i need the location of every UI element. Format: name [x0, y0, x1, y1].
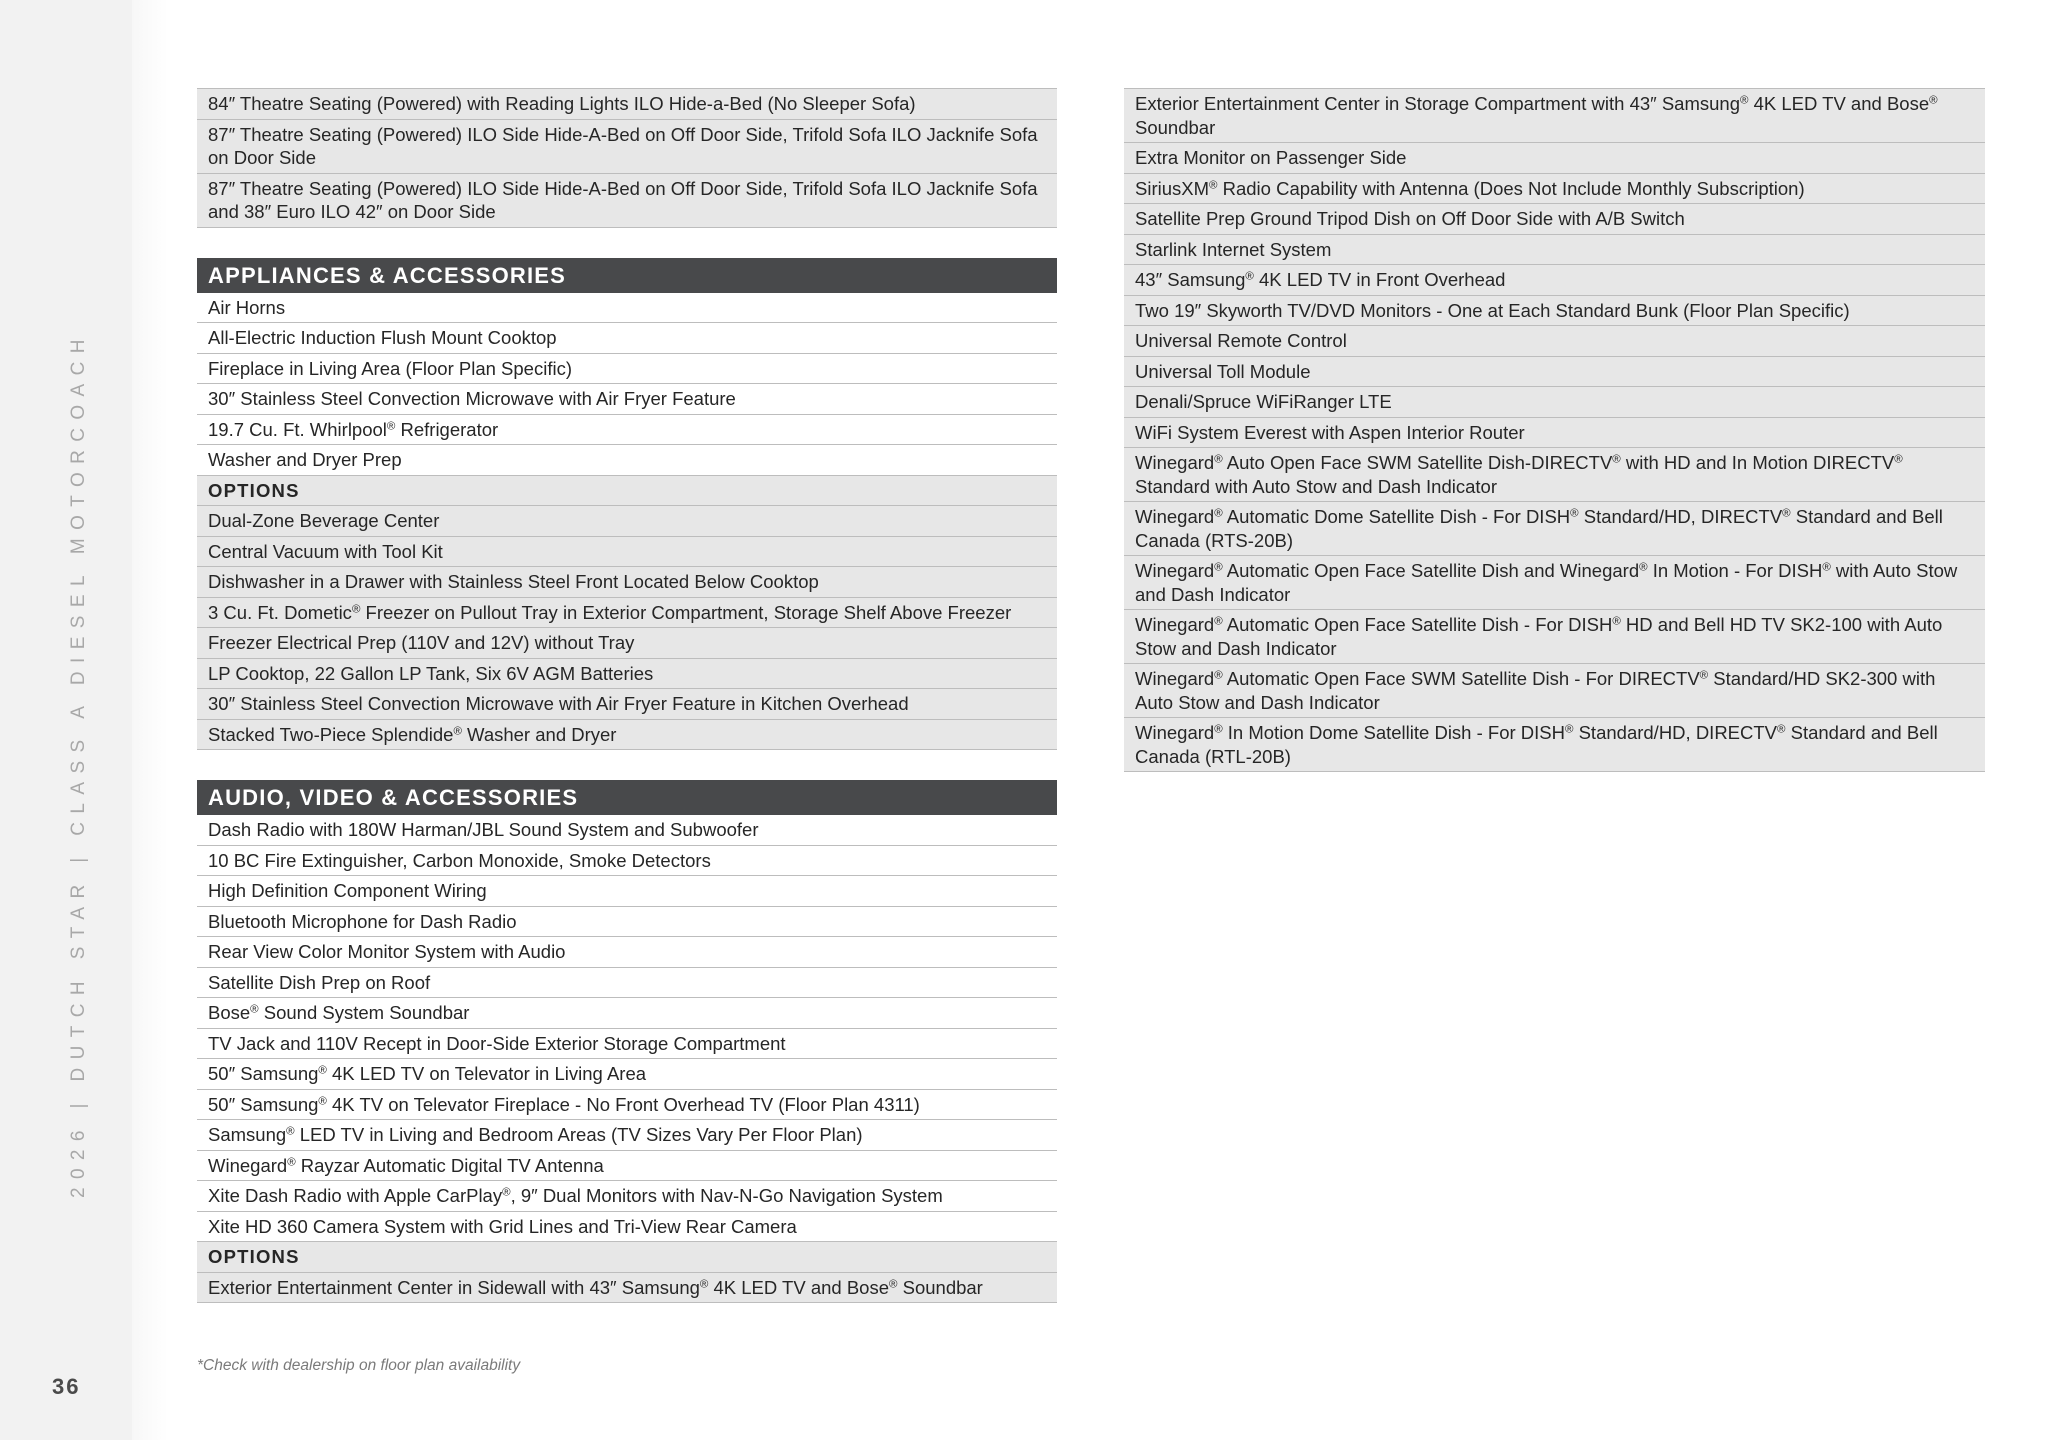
- intro-rows-list: [197, 88, 1057, 228]
- list-item: 43″ Samsung® 4K LED TV in Front Overhead: [1124, 265, 1985, 296]
- list-item: Bose® Sound System Soundbar: [197, 998, 1057, 1029]
- list-item: Air Horns: [197, 293, 1057, 324]
- audio-video-list: [197, 815, 1057, 1303]
- list-item: 30″ Stainless Steel Convection Microwave with Air Fryer Feature: [197, 384, 1057, 415]
- right-column: [1124, 88, 1985, 772]
- list-item: High Definition Component Wiring: [197, 876, 1057, 907]
- list-item: Satellite Dish Prep on Roof: [197, 968, 1057, 999]
- list-item: Xite Dash Radio with Apple CarPlay®, 9″ Dual Monitors with Nav-N-Go Navigation System: [197, 1181, 1057, 1212]
- list-item: Stacked Two-Piece Splendide® Washer and Dryer: [197, 720, 1057, 751]
- left-column: [197, 88, 1057, 1303]
- list-item: Universal Toll Module: [1124, 357, 1985, 388]
- list-item: All-Electric Induction Flush Mount Cooktop: [197, 323, 1057, 354]
- list-item: Samsung® LED TV in Living and Bedroom Areas (TV Sizes Vary Per Floor Plan): [197, 1120, 1057, 1151]
- list-item: 19.7 Cu. Ft. Whirlpool® Refrigerator: [197, 415, 1057, 446]
- list-item: Dishwasher in a Drawer with Stainless Steel Front Located Below Cooktop: [197, 567, 1057, 598]
- list-item: Rear View Color Monitor System with Audio: [197, 937, 1057, 968]
- list-item: Fireplace in Living Area (Floor Plan Specific): [197, 354, 1057, 385]
- options-label: OPTIONS: [197, 1242, 1057, 1273]
- list-item: Satellite Prep Ground Tripod Dish on Off Door Side with A/B Switch: [1124, 204, 1985, 235]
- section-header-appliances: APPLIANCES & ACCESSORIES: [197, 258, 1057, 293]
- appliances-list: [197, 293, 1057, 751]
- list-item: Extra Monitor on Passenger Side: [1124, 143, 1985, 174]
- list-item: Winegard® Automatic Open Face SWM Satellite Dish - For DIRECTV® Standard/HD SK2-300 with Auto Stow and Dash Indicator: [1124, 664, 1985, 718]
- vertical-document-title: 2026 | DUTCH STAR | CLASS A DIESEL MOTORCOACH: [68, 331, 89, 1198]
- sidebar-strip: [0, 0, 132, 1440]
- list-item: Winegard® Rayzar Automatic Digital TV Antenna: [197, 1151, 1057, 1182]
- list-item: WiFi System Everest with Aspen Interior Router: [1124, 418, 1985, 449]
- sidebar-shadow: [132, 0, 168, 1440]
- list-item: Central Vacuum with Tool Kit: [197, 537, 1057, 568]
- page-number: 36: [52, 1374, 81, 1399]
- list-item: 3 Cu. Ft. Dometic® Freezer on Pullout Tray in Exterior Compartment, Storage Shelf Above Freezer: [197, 598, 1057, 629]
- list-item: Winegard® Automatic Open Face Satellite Dish and Winegard® In Motion - For DISH® with Auto Stow and Dash Indicator: [1124, 556, 1985, 610]
- list-item: Winegard® In Motion Dome Satellite Dish - For DISH® Standard/HD, DIRECTV® Standard and Bell Canada (RTL-20B): [1124, 718, 1985, 772]
- list-item: TV Jack and 110V Recept in Door-Side Exterior Storage Compartment: [197, 1029, 1057, 1060]
- list-item: Winegard® Automatic Dome Satellite Dish - For DISH® Standard/HD, DIRECTV® Standard and Bell Canada (RTS-20B): [1124, 502, 1985, 556]
- list-item: Starlink Internet System: [1124, 235, 1985, 266]
- list-item: 10 BC Fire Extinguisher, Carbon Monoxide, Smoke Detectors: [197, 846, 1057, 877]
- list-item: Winegard® Auto Open Face SWM Satellite Dish-DIRECTV® with HD and In Motion DIRECTV® Standard with Auto Stow and Dash Indicator: [1124, 448, 1985, 502]
- list-item: 50″ Samsung® 4K TV on Televator Fireplace - No Front Overhead TV (Floor Plan 4311): [197, 1090, 1057, 1121]
- list-item: Dual-Zone Beverage Center: [197, 506, 1057, 537]
- right-rows-list: [1124, 88, 1985, 772]
- list-item: Freezer Electrical Prep (110V and 12V) without Tray: [197, 628, 1057, 659]
- section-header-audio-video: AUDIO, VIDEO & ACCESSORIES: [197, 780, 1057, 815]
- list-item: Dash Radio with 180W Harman/JBL Sound System and Subwoofer: [197, 815, 1057, 846]
- list-item: Washer and Dryer Prep: [197, 445, 1057, 476]
- list-item: 84″ Theatre Seating (Powered) with Reading Lights ILO Hide-a-Bed (No Sleeper Sofa): [197, 89, 1057, 120]
- list-item: Two 19″ Skyworth TV/DVD Monitors - One at Each Standard Bunk (Floor Plan Specific): [1124, 296, 1985, 327]
- list-item: 87″ Theatre Seating (Powered) ILO Side Hide-A-Bed on Off Door Side, Trifold Sofa ILO Jacknife Sofa and 38″ Euro ILO 42″ on Door Side: [197, 174, 1057, 228]
- footnote: *Check with dealership on floor plan availability: [197, 1357, 521, 1374]
- list-item: Xite HD 360 Camera System with Grid Lines and Tri-View Rear Camera: [197, 1212, 1057, 1243]
- list-item: LP Cooktop, 22 Gallon LP Tank, Six 6V AGM Batteries: [197, 659, 1057, 690]
- list-item: 50″ Samsung® 4K LED TV on Televator in Living Area: [197, 1059, 1057, 1090]
- list-item: SiriusXM® Radio Capability with Antenna (Does Not Include Monthly Subscription): [1124, 174, 1985, 205]
- list-item: Winegard® Automatic Open Face Satellite Dish - For DISH® HD and Bell HD TV SK2-100 with Auto Stow and Dash Indicator: [1124, 610, 1985, 664]
- list-item: Exterior Entertainment Center in Sidewall with 43″ Samsung® 4K LED TV and Bose® Soundbar: [197, 1273, 1057, 1304]
- list-item: Denali/Spruce WiFiRanger LTE: [1124, 387, 1985, 418]
- list-item: Bluetooth Microphone for Dash Radio: [197, 907, 1057, 938]
- list-item: 30″ Stainless Steel Convection Microwave with Air Fryer Feature in Kitchen Overhead: [197, 689, 1057, 720]
- list-item: Universal Remote Control: [1124, 326, 1985, 357]
- list-item: 87″ Theatre Seating (Powered) ILO Side Hide-A-Bed on Off Door Side, Trifold Sofa ILO Jacknife Sofa on Door Side: [197, 120, 1057, 174]
- options-label: OPTIONS: [197, 476, 1057, 507]
- list-item: Exterior Entertainment Center in Storage Compartment with 43″ Samsung® 4K LED TV and Bose® Soundbar: [1124, 89, 1985, 143]
